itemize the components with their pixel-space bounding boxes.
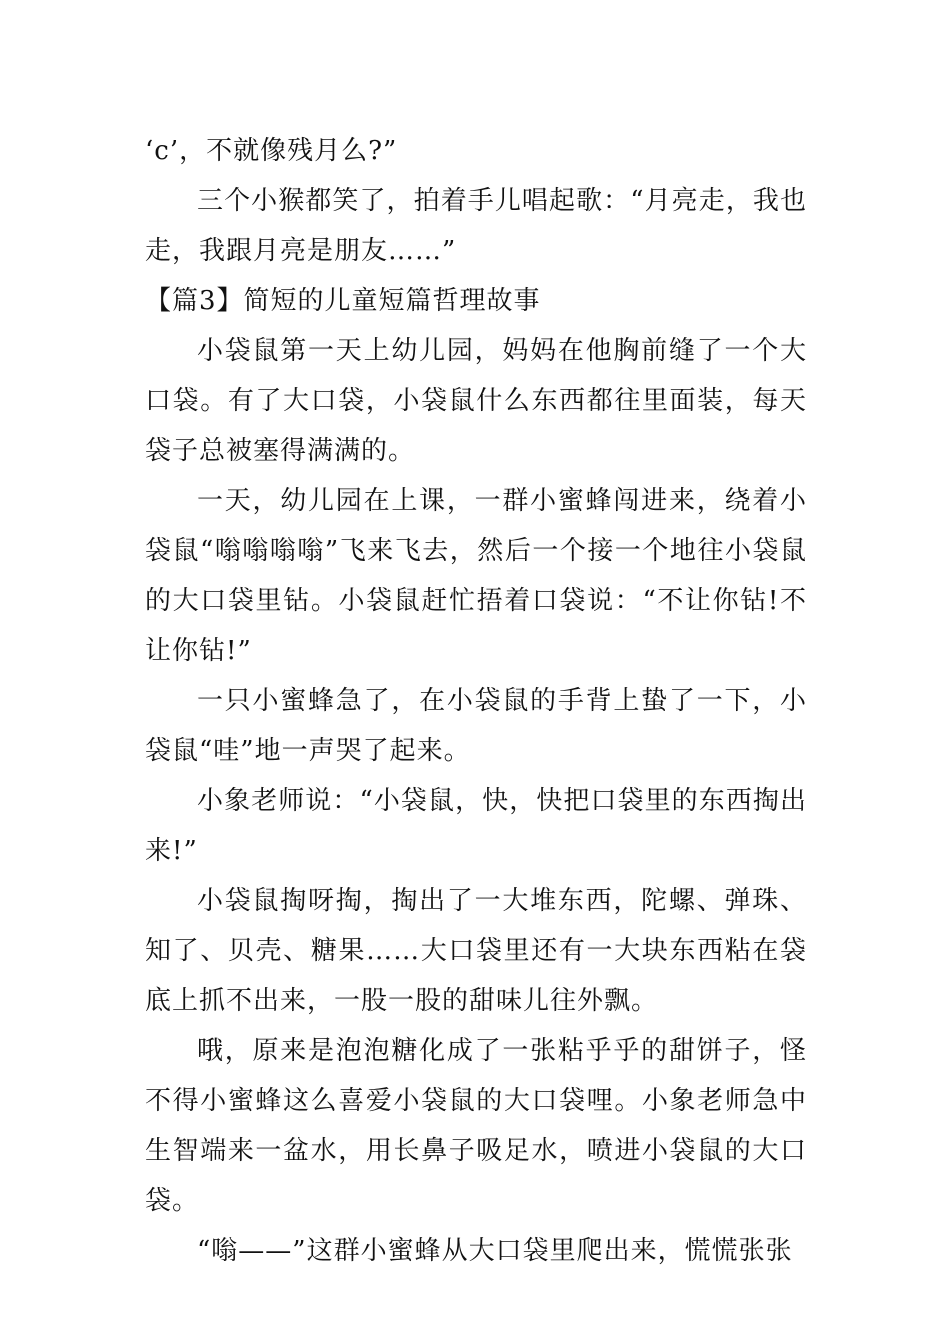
paragraph: 一天，幼儿园在上课，一群小蜜蜂闯进来，绕着小袋鼠“嗡嗡嗡嗡”飞来飞去，然后一个接一个地往小袋鼠的大口袋里钻。小袋鼠赶忙捂着口袋说：“不让你钻!不让你钻!”: [145, 486, 807, 666]
paragraph-continuation: ‘c’，不就像残月么?”: [145, 136, 398, 166]
paragraph: 一只小蜜蜂急了，在小袋鼠的手背上蛰了一下，小袋鼠“哇”地一声哭了起来。: [145, 686, 807, 766]
paragraph: 哦，原来是泡泡糖化成了一张粘乎乎的甜饼子，怪不得小蜜蜂这么喜爱小袋鼠的大口袋哩。小象老师急中生智端来一盆水，用长鼻子吸足水，喷进小袋鼠的大口袋。: [145, 1036, 807, 1216]
document-body: [145, 126, 807, 1276]
paragraph: 小袋鼠第一天上幼儿园，妈妈在他胸前缝了一个大口袋。有了大口袋，小袋鼠什么东西都往里面装，每天袋子总被塞得满满的。: [145, 336, 807, 466]
paragraph: 三个小猴都笑了，拍着手儿唱起歌：“月亮走，我也走，我跟月亮是朋友……”: [145, 186, 807, 266]
paragraph: 小袋鼠掏呀掏，掏出了一大堆东西，陀螺、弹珠、知了、贝壳、糖果……大口袋里还有一大块东西粘在袋底上抓不出来，一股一股的甜味儿往外飘。: [145, 886, 807, 1016]
paragraph: “嗡——”这群小蜜蜂从大口袋里爬出来，慌慌张张: [197, 1236, 793, 1266]
paragraph: 小象老师说：“小袋鼠，快，快把口袋里的东西掏出来!”: [145, 786, 807, 866]
section-heading: 【篇3】简短的儿童短篇哲理故事: [145, 286, 541, 316]
